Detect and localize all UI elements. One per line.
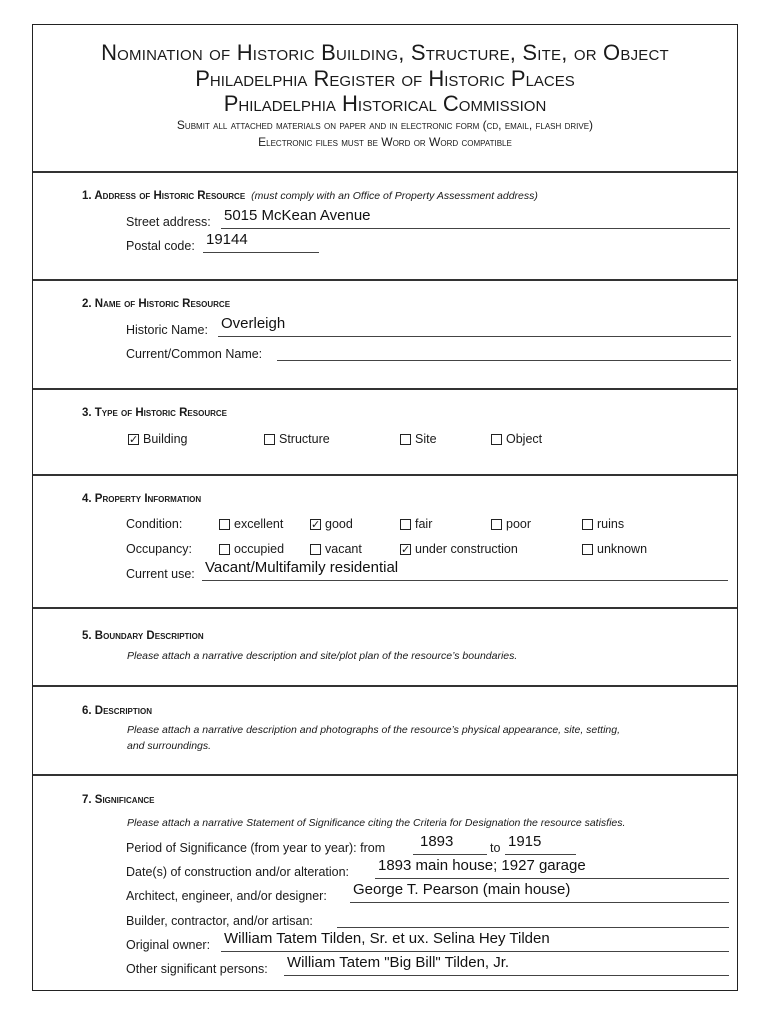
checkbox-label: unknown (597, 542, 648, 556)
checkbox-label: under construction (415, 542, 518, 556)
condition-poor-checkbox[interactable] (491, 517, 531, 531)
checkbox-label: poor (506, 517, 532, 531)
street-address-value: 5015 McKean Avenue (224, 207, 371, 224)
section-3-title: 3. Type of Historic Resource (82, 407, 227, 419)
section-divider (33, 279, 737, 281)
condition-ruins-checkbox[interactable] (582, 517, 624, 531)
boundary-instructions: Please attach a narrative description and site/plot plan of the resource’s boundaries. (127, 650, 518, 662)
checkbox-label: vacant (325, 542, 362, 556)
historic-name-label: Historic Name: (126, 323, 208, 337)
builder-label: Builder, contractor, and/or artisan: (126, 914, 313, 928)
historic-name-field[interactable] (218, 320, 731, 337)
street-address-label: Street address: (126, 215, 211, 229)
checkbox-icon (400, 434, 411, 445)
section-6-title: 6. Description (82, 705, 152, 717)
occupancy-occupied-checkbox[interactable] (219, 542, 284, 556)
period-to-label: to (490, 841, 501, 855)
submission-instructions: Submit all attached materials on paper and in electronic form (cd, email, flash drive) (176, 118, 594, 132)
common-name-label: Current/Common Name: (126, 347, 263, 361)
condition-fair-checkbox[interactable] (400, 517, 432, 531)
section-4-title: 4. Property Information (82, 493, 202, 505)
other-persons-value: William Tatem "Big Bill" Tilden, Jr. (287, 954, 510, 971)
checkbox-label: excellent (234, 517, 284, 531)
checkbox-icon (400, 519, 411, 530)
section-1-heading: 1. Address of Historic Resource (82, 190, 246, 202)
section-divider (33, 474, 737, 476)
form-subtitle-register: Philadelphia Register of Historic Places (195, 66, 575, 91)
section-5-title: 5. Boundary Description (82, 630, 204, 642)
occupancy-unknown-checkbox[interactable] (582, 542, 647, 556)
checkbox-icon: ✓ (129, 433, 139, 446)
period-to-value: 1915 (508, 833, 542, 850)
dates-value: 1893 main house; 1927 garage (378, 857, 586, 874)
occupancy-under-construction-checkbox[interactable] (400, 542, 518, 556)
file-format-note: Electronic files must be Word or Word compatible (258, 135, 512, 149)
postal-code-value: 19144 (206, 231, 248, 248)
checkbox-icon (310, 544, 321, 555)
section-divider (33, 685, 737, 687)
occupancy-vacant-checkbox[interactable] (310, 542, 362, 556)
other-persons-label: Other significant persons: (126, 962, 268, 976)
checkbox-label: Object (506, 432, 543, 446)
checkbox-icon: ✓ (311, 518, 321, 531)
architect-label: Architect, engineer, and/or designer: (126, 889, 327, 903)
type-structure-checkbox[interactable] (264, 432, 330, 446)
postal-code-label: Postal code: (126, 239, 195, 253)
period-from-value: 1893 (420, 833, 454, 850)
checkbox-icon (491, 519, 502, 530)
type-object-checkbox[interactable] (491, 432, 542, 446)
section-divider (33, 607, 737, 609)
section-divider (33, 774, 737, 776)
checkbox-label: occupied (234, 542, 285, 556)
form-subtitle-commission: Philadelphia Historical Commission (223, 91, 547, 116)
checkbox-label: ruins (597, 517, 625, 531)
original-owner-label: Original owner: (126, 938, 211, 952)
occupancy-label: Occupancy: (126, 542, 193, 556)
section-1-note: (must comply with an Office of Property Assessment address) (251, 190, 538, 202)
checkbox-label: Structure (279, 432, 330, 446)
checkbox-icon (491, 434, 502, 445)
checkbox-icon: ✓ (401, 543, 411, 556)
checkbox-icon (582, 519, 593, 530)
section-7-title: 7. Significance (82, 794, 155, 806)
condition-label: Condition: (126, 517, 183, 531)
period-label: Period of Significance (from year to year): from (126, 841, 386, 855)
checkbox-icon (219, 544, 230, 555)
architect-value: George T. Pearson (main house) (353, 881, 571, 898)
checkbox-icon (264, 434, 275, 445)
checkbox-icon (582, 544, 593, 555)
checkbox-label: Building (143, 432, 188, 446)
checkbox-icon (219, 519, 230, 530)
checkbox-label: Site (415, 432, 437, 446)
form-title: Nomination of Historic Building, Structure, Site, or Object (101, 40, 669, 65)
type-building-checkbox[interactable] (128, 432, 187, 446)
section-1-title (82, 190, 538, 202)
current-use-value: Vacant/Multifamily residential (205, 559, 399, 576)
description-instructions-line1: Please attach a narrative description and photographs of the resource’s physical appearance, site, setting, (127, 724, 621, 736)
historic-name-value: Overleigh (221, 315, 286, 332)
condition-good-checkbox[interactable] (310, 517, 353, 531)
description-instructions-line2: and surroundings. (127, 740, 212, 752)
significance-instructions: Please attach a narrative Statement of Significance citing the Criteria for Designation the resource satisfies. (127, 817, 626, 829)
dates-label: Date(s) of construction and/or alteration: (126, 865, 350, 879)
common-name-field[interactable] (277, 344, 731, 361)
current-use-label: Current use: (126, 567, 195, 581)
original-owner-value: William Tatem Tilden, Sr. et ux. Selina Hey Tilden (224, 930, 550, 947)
condition-excellent-checkbox[interactable] (219, 517, 283, 531)
type-site-checkbox[interactable] (400, 432, 437, 446)
section-2-title: 2. Name of Historic Resource (82, 298, 231, 310)
section-divider (33, 171, 737, 173)
builder-field[interactable] (337, 911, 729, 928)
checkbox-label: good (325, 517, 353, 531)
section-divider (33, 388, 737, 390)
checkbox-label: fair (415, 517, 433, 531)
